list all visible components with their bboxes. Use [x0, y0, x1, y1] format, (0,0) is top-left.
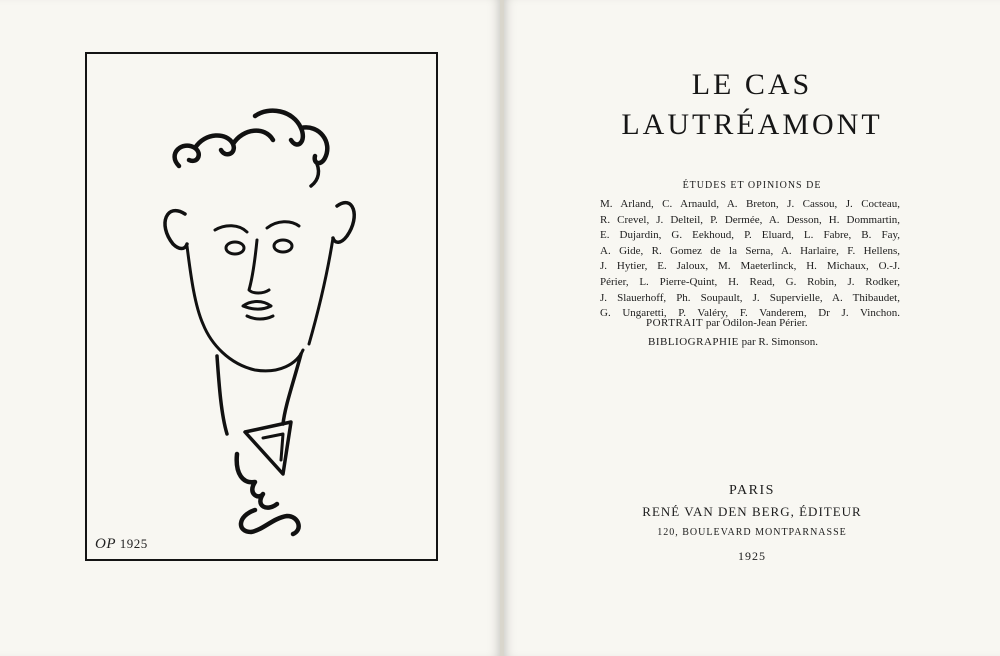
imprint-address: 120, BOULEVARD MONTPARNASSE [657, 527, 847, 538]
authors-line: M. Arland, C. Arnauld, A. Breton, J. Cassou, J. Cocteau, [600, 198, 900, 210]
title-line-1: LE CAS [691, 68, 813, 101]
title-line-2: LAUTRÉAMONT [621, 108, 883, 141]
imprint-city: PARIS [729, 483, 775, 498]
bibliography-credit [648, 336, 818, 348]
authors-line: E. Dujardin, G. Eekhoud, P. Eluard, L. Fabre, B. Fay, [600, 229, 900, 242]
authors-list [600, 197, 900, 322]
portrait-drawing [87, 54, 435, 558]
authors-line: Périer, L. Pierre-Quint, H. Read, G. Robin, J. Rodker, [600, 275, 900, 288]
signature-year: 1925 [119, 536, 148, 551]
authors-line: A. Gide, R. Gomez de la Serna, A. Harlaire, F. Hellens, [600, 244, 900, 257]
artist-signature [95, 536, 148, 553]
bibliography-author: par R. Simonson. [741, 336, 818, 348]
authors-line: R. Crevel, J. Delteil, P. Dermée, A. Desson, H. Dommartin, [600, 213, 900, 226]
authors-line: J. Hytier, E. Jaloux, M. Maeterlinck, H. Michaux, O.-J. [600, 260, 900, 273]
imprint-year: 1925 [738, 549, 766, 563]
authors-line: J. Slauerhoff, Ph. Soupault, J. Supervielle, A. Thibaudet, [600, 291, 900, 304]
imprint-publisher: RENÉ VAN DEN BERG, ÉDITEUR [642, 504, 862, 519]
portrait-credit [646, 317, 808, 329]
portrait-label: PORTRAIT [646, 317, 704, 329]
authors-line: G. Ungaretti, P. Valéry, F. Vanderem, Dr J. Vinchon. [600, 307, 900, 320]
artist-monogram: OP [95, 536, 116, 552]
subtitle: ÉTUDES ET OPINIONS DE [682, 180, 822, 191]
bibliography-label: BIBLIOGRAPHIE [648, 336, 739, 348]
portrait-frame [85, 52, 438, 561]
portrait-author: par Odilon-Jean Périer. [705, 317, 808, 329]
